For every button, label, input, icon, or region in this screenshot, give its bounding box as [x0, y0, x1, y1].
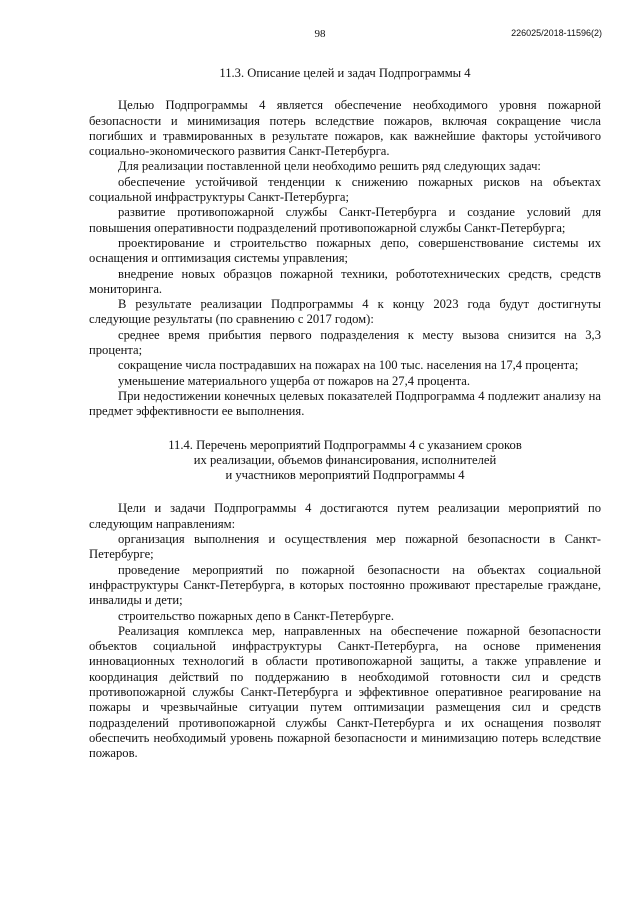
section-11-3-paragraph: развитие противопожарной службы Санкт-Петербурга и создание условий для повышения оперативности подразделений противопожарной службы Санкт-Петербурга; — [89, 205, 601, 235]
section-11-3-title: 11.3. Описание целей и задач Подпрограммы 4 — [219, 66, 471, 80]
document-reference: 226025/2018-11596(2) — [511, 28, 602, 38]
section-11-3-paragraph: уменьшение материального ущерба от пожаров на 27,4 процента. — [118, 373, 470, 388]
section-11-4-paragraph: проведение мероприятий по пожарной безопасности на объектах социальной инфраструктуры Санкт-Петербурга, в которых постоянно проживают престарелые граждане, инвалиды и дети; — [89, 562, 601, 608]
section-11-3-paragraph: проектирование и строительство пожарных депо, совершенствование системы их оснащения и оптимизация системы управления; — [89, 235, 601, 266]
section-11-4-paragraph: организация выполнения и осуществления мер пожарной безопасности в Санкт-Петербурге; — [89, 532, 601, 562]
section-11-3-paragraph: Для реализации поставленной цели необходимо решить ряд следующих задач: — [118, 159, 541, 174]
section-11-4-paragraph: строительство пожарных депо в Санкт-Петербурге. — [118, 608, 395, 623]
section-11-3-paragraph: В результате реализации Подпрограммы 4 к концу 2023 года будут достигнуты следующие результаты (по сравнению с 2017 годом): — [89, 297, 601, 327]
section-11-3-paragraph: среднее время прибытия первого подразделения к месту вызова снизится на 3,3 процента; — [89, 327, 601, 358]
section-11-3-paragraph: внедрение новых образцов пожарной техники, робототехнических средств, средств мониторинга. — [89, 266, 601, 296]
document-body — [89, 66, 601, 761]
section-11-3-paragraph: Целью Подпрограммы 4 является обеспечение необходимого уровня пожарной безопасности и минимизация потерь вследствие пожаров, включая сокращение числа погибших и травмированных в результате пожаров, как важнейшие факторы устойчивого социально-экономического развития Санкт-Петербурга. — [89, 98, 601, 159]
page-number: 98 — [314, 28, 326, 40]
section-11-4-title-line: 11.4. Перечень мероприятий Подпрограммы 4 с указанием сроков — [168, 437, 522, 452]
section-11-4-paragraph: Реализация комплекса мер, направленных на обеспечение пожарной безопасности объектов социальной инфраструктуры Санкт-Петербурга, на основе применения инновационных технологий в области противопожарной защиты, а также управление и координация действий по поддержанию в необходимой готовности сил и средств противопожарной службы Санкт-Петербурга и эффективное оперативное реагирование на пожары и чрезвычайные ситуации путем оптимизации размещения сил и средств подразделений противопожарной службы Санкт-Петербурга и их оснащения позволят обеспечить необходимый уровень пожарной безопасности и минимизацию потерь вследствие пожаров. — [89, 623, 601, 761]
section-11-4-paragraph: Цели и задачи Подпрограммы 4 достигаются путем реализации мероприятий по следующим направлениям: — [89, 501, 601, 531]
section-11-3-paragraph: обеспечение устойчивой тенденции к снижению пожарных рисков на объектах социальной инфраструктуры Санкт-Петербурга; — [89, 174, 601, 205]
section-11-4-title-line: их реализации, объемов финансирования, исполнителей — [193, 452, 497, 467]
section-11-4-title — [89, 438, 601, 484]
section-11-3-paragraph: При недостижении конечных целевых показателей Подпрограмма 4 подлежит анализу на предмет эффективности ее выполнения. — [89, 388, 601, 419]
section-11-3-paragraph: сокращение числа пострадавших на пожарах на 100 тыс. населения на 17,4 процента; — [118, 358, 579, 373]
section-11-4-title-line: и участников мероприятий Подпрограммы 4 — [225, 468, 465, 483]
